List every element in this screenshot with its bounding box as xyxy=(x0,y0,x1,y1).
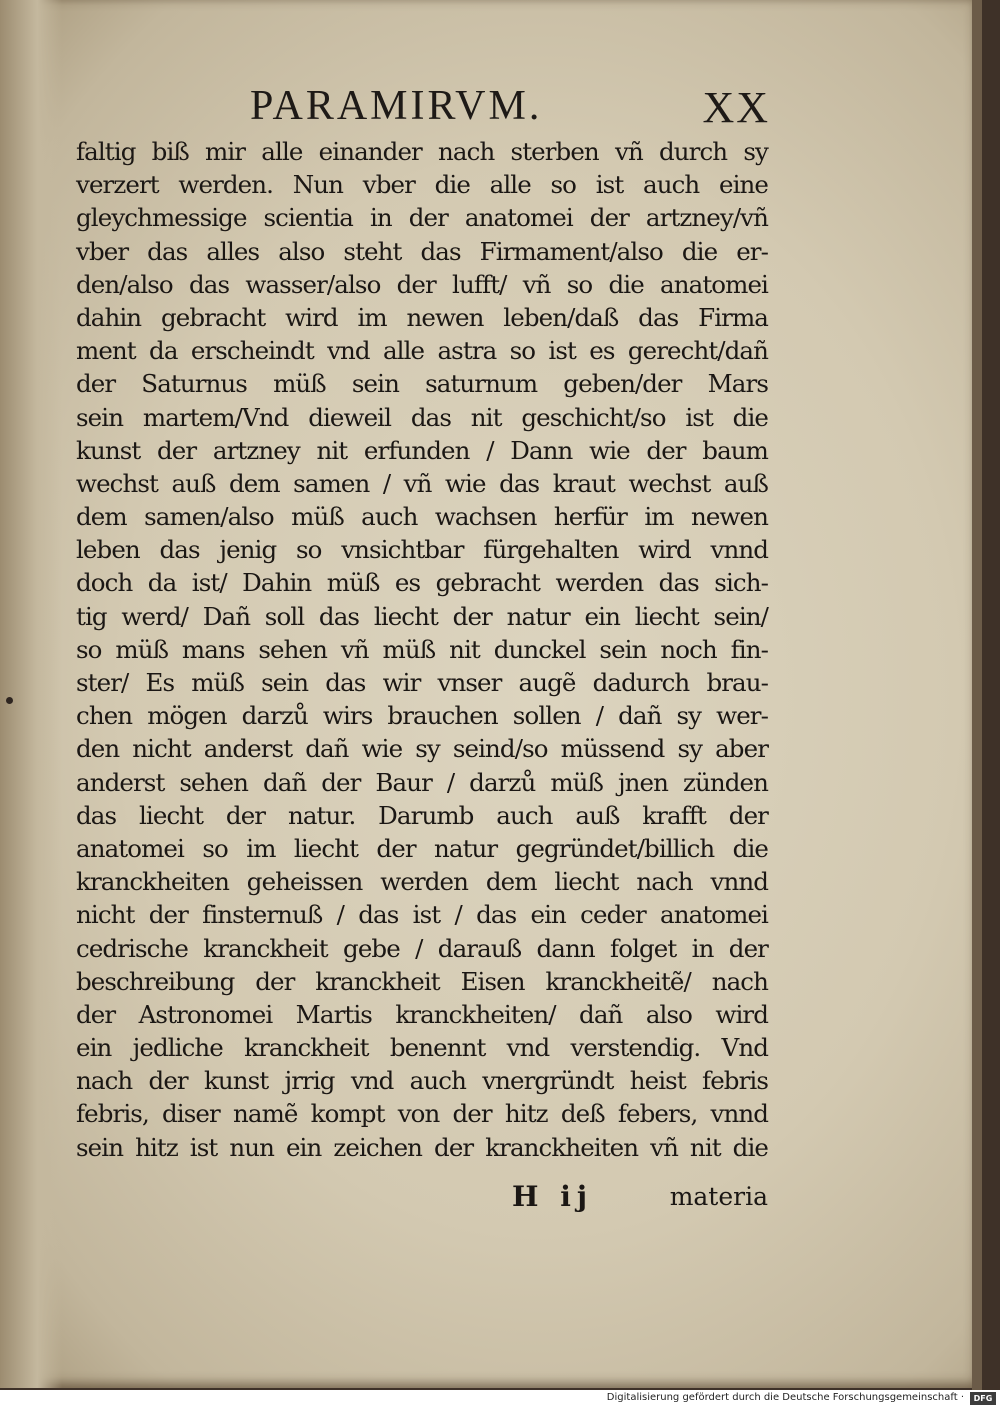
text-line: sein martem/Vnd dieweil das nit geschicht/so ist die xyxy=(76,402,768,432)
text-line: wechst auß dem samen / vñ wie das kraut wechst auß xyxy=(76,468,768,498)
text-line: kunst der artzney nit erfunden / Dann wie der baum xyxy=(76,435,768,465)
text-line: sein hitz ist nun ein zeichen der kranckheiten vñ nit die xyxy=(76,1132,768,1162)
direction-line xyxy=(512,1180,768,1220)
signature-mark: H ij xyxy=(512,1180,593,1213)
ink-spot xyxy=(6,697,13,704)
text-line: nicht der finsternuß / das ist / das ein ceder anatomei xyxy=(76,900,768,930)
running-head xyxy=(250,82,770,132)
text-line: faltig biß mir alle einander nach sterben vñ durch sy xyxy=(76,137,768,166)
text-line: dem samen/also müß auch wachsen herfür im newen xyxy=(76,502,768,532)
text-line: so müß mans sehen vñ müß nit dunckel sein noch fin- xyxy=(76,634,768,664)
text-line: verzert werden. Nun vber die alle so ist auch eine xyxy=(76,170,768,200)
text-line: cedrische kranckheit gebe / darauß dann folget in der xyxy=(76,933,768,963)
text-line: beschreibung der kranckheit Eisen kranckheitẽ/ nach xyxy=(76,966,768,996)
page-header-title: PARAMIRVM. xyxy=(250,83,543,129)
page-edge-right xyxy=(972,0,982,1390)
text-line: den/also das wasser/also der lufft/ vñ so die anatomei xyxy=(76,269,768,299)
text-line: ster/ Es müß sein das wir vnser augẽ dadurch brau- xyxy=(76,668,768,697)
funding-credit: Digitalisierung gefördert durch die Deutsche Forschungsgemeinschaft · xyxy=(606,1392,964,1403)
catchword: materia xyxy=(669,1182,768,1211)
dfg-logo: DFG xyxy=(970,1392,996,1405)
text-line: kranckheiten geheissen werden dem liecht nach vnnd xyxy=(76,867,768,897)
text-line: anatomei so im liecht der natur gegründet/billich die xyxy=(76,833,768,863)
text-line: vber das alles also steht das Firmament/also die er- xyxy=(76,236,768,266)
body-text-block xyxy=(76,135,768,1164)
page-gutter-shadow xyxy=(0,0,62,1388)
text-line: dahin gebracht wird im newen leben/daß das Firma xyxy=(76,302,768,332)
text-line: anderst sehen dañ der Baur / darzů müß jnen zünden xyxy=(76,767,768,797)
text-line: doch da ist/ Dahin müß es gebracht werden das sich- xyxy=(76,568,768,598)
text-line: ein jedliche kranckheit benennt vnd verstendig. Vnd xyxy=(76,1033,768,1063)
text-line: ment da erscheindt vnd alle astra so ist es gerecht/dañ xyxy=(76,336,768,366)
text-line: nach der kunst jrrig vnd auch vnergründt heist febris xyxy=(76,1066,768,1096)
text-line: gleychmessige scientia in der anatomei der artzney/vñ xyxy=(76,203,768,233)
text-line: tig werd/ Dañ soll das liecht der natur ein liecht sein/ xyxy=(76,601,768,631)
text-line: febris, diser namẽ kompt von der hitz deß febers, vnnd xyxy=(76,1099,768,1129)
text-line: der Saturnus müß sein saturnum geben/der Mars xyxy=(76,369,768,399)
text-line: leben das jenig so vnsichtbar fürgehalten wird vnnd xyxy=(76,535,768,565)
text-line: chen mögen darzů wirs brauchen sollen / dañ sy wer- xyxy=(76,701,768,731)
text-line: der Astronomei Martis kranckheiten/ dañ also wird xyxy=(76,999,768,1029)
text-line: das liecht der natur. Darumb auch auß krafft der xyxy=(76,800,768,830)
digitization-footer xyxy=(0,1390,1000,1408)
folio-number: XX xyxy=(702,83,770,132)
text-line: den nicht anderst dañ wie sy seind/so müssend sy aber xyxy=(76,734,768,764)
